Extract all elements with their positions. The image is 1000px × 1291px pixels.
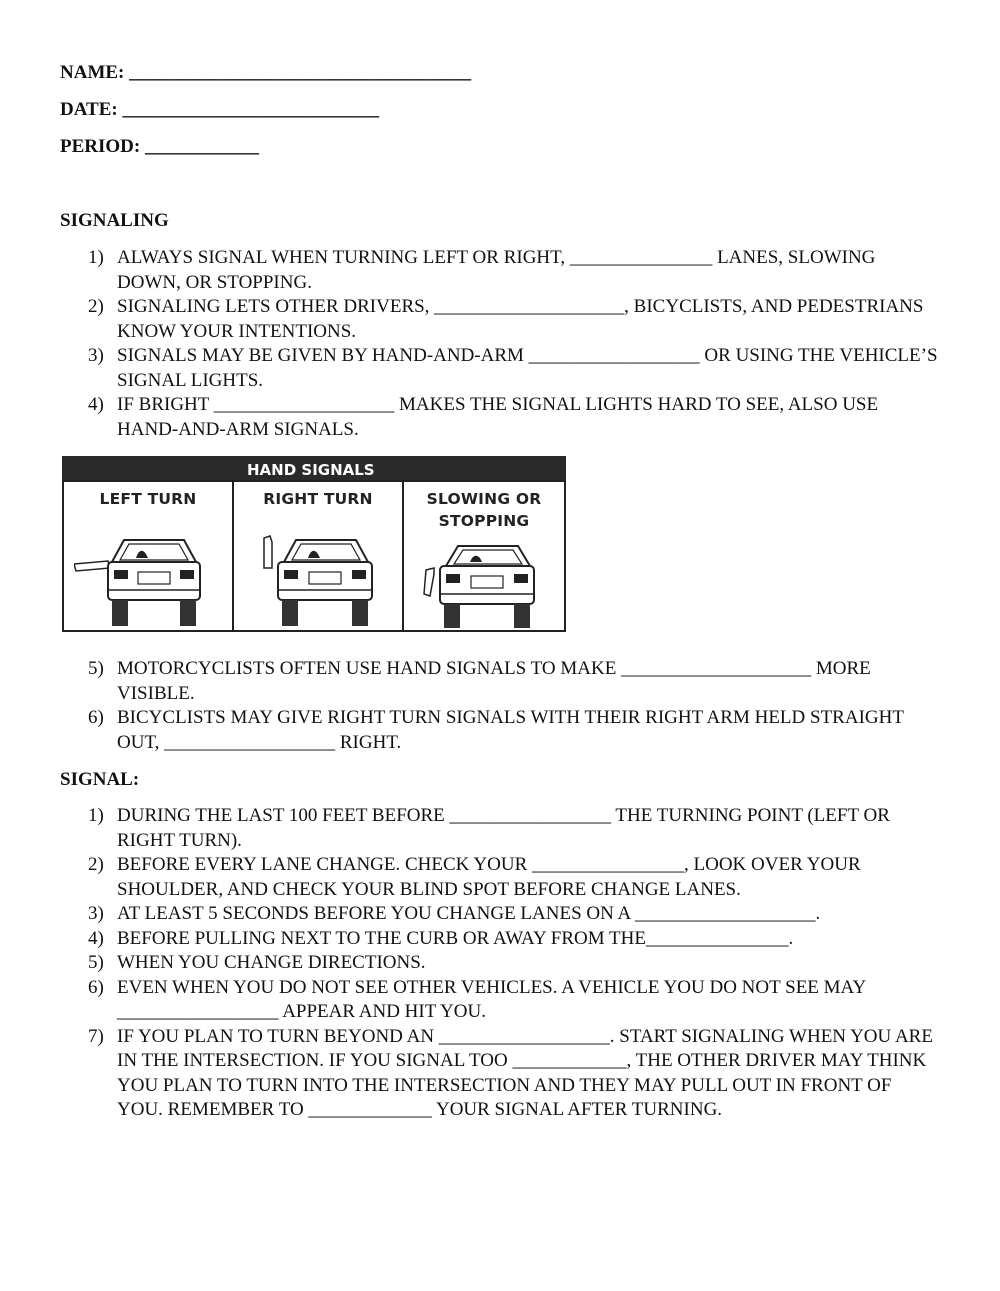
item-text: IF YOU PLAN TO TURN BEYOND AN __________________. START SIGNALING WHEN YOU ARE IN THE INTERSECTION. IF YOU SIGNAL TOO ____________, THE OTHER DRIVER MAY THINK YOU PLAN TO TURN INTO THE INTERSECTION AND THEY MAY PULL OUT IN FRONT OF YOU. REMEMBER TO _____________ YOUR SIGNAL AFTER TURNING. xyxy=(117,1025,933,1120)
signaling-list-part2 xyxy=(88,657,938,755)
item-text: WHEN YOU CHANGE DIRECTIONS. xyxy=(117,952,426,973)
list-item xyxy=(88,804,938,853)
item-text: AT LEAST 5 SECONDS BEFORE YOU CHANGE LANES ON A ___________________. xyxy=(117,903,821,924)
panel-label: RIGHT TURN xyxy=(263,490,373,508)
car-slowing-illustration xyxy=(416,544,556,634)
item-number: 1) xyxy=(88,247,104,268)
figure-title: HAND SIGNALS xyxy=(247,461,375,479)
signal-list xyxy=(88,804,938,1123)
item-text: SIGNALING LETS OTHER DRIVERS, ____________________, BICYCLISTS, AND PEDESTRIANS KNOW YOUR INTENTIONS. xyxy=(117,296,924,342)
item-text: MOTORCYCLISTS OFTEN USE HAND SIGNALS TO MAKE ____________________ MORE VISIBLE. xyxy=(117,658,871,704)
list-item xyxy=(88,976,938,1025)
panel-slowing-or-stopping xyxy=(402,480,566,632)
item-text: BICYCLISTS MAY GIVE RIGHT TURN SIGNALS WITH THEIR RIGHT ARM HELD STRAIGHT OUT, __________________ RIGHT. xyxy=(117,707,904,753)
item-number: 3) xyxy=(88,345,104,366)
item-number: 7) xyxy=(88,1025,104,1047)
item-text: SIGNALS MAY BE GIVEN BY HAND-AND-ARM __________________ OR USING THE VEHICLE’S SIGNAL LIGHTS. xyxy=(117,345,938,391)
hand-signals-figure xyxy=(62,456,566,634)
panel-left-turn xyxy=(62,480,234,632)
item-number: 1) xyxy=(88,805,104,826)
date-field[interactable]: DATE: ___________________________ xyxy=(60,99,379,120)
list-item xyxy=(88,706,938,755)
list-item xyxy=(88,902,938,927)
list-item xyxy=(88,853,938,902)
period-field[interactable]: PERIOD: ____________ xyxy=(60,136,259,157)
item-number: 5) xyxy=(88,952,104,973)
item-number: 3) xyxy=(88,903,104,924)
list-item xyxy=(88,927,938,952)
panel-label: LEFT TURN xyxy=(99,490,197,508)
list-item xyxy=(88,1025,938,1123)
section-title-signal: SIGNAL: xyxy=(60,769,140,790)
item-number: 6) xyxy=(88,976,104,998)
signaling-list-part1 xyxy=(88,246,938,442)
item-text: ALWAYS SIGNAL WHEN TURNING LEFT OR RIGHT, _______________ LANES, SLOWING DOWN, OR STOPPING. xyxy=(117,247,876,293)
section-title-signaling: SIGNALING xyxy=(60,210,169,231)
panel-right-turn xyxy=(232,480,404,632)
item-text: IF BRIGHT ___________________ MAKES THE SIGNAL LIGHTS HARD TO SEE, ALSO USE HAND-AND-ARM SIGNALS. xyxy=(117,394,879,440)
item-text: EVEN WHEN YOU DO NOT SEE OTHER VEHICLES. A VEHICLE YOU DO NOT SEE MAY _________________ APPEAR AND HIT YOU. xyxy=(117,976,866,1022)
name-field[interactable]: NAME: ____________________________________ xyxy=(60,62,472,83)
item-number: 6) xyxy=(88,707,104,728)
list-item xyxy=(88,393,938,442)
list-item xyxy=(88,295,938,344)
panel-label: SLOWING OR xyxy=(426,490,542,508)
item-text: DURING THE LAST 100 FEET BEFORE _________________ THE TURNING POINT (LEFT OR RIGHT TURN). xyxy=(117,805,890,851)
list-item xyxy=(88,344,938,393)
item-number: 4) xyxy=(88,927,104,949)
item-number: 4) xyxy=(88,394,104,415)
list-item xyxy=(88,657,938,706)
panel-label: STOPPING xyxy=(438,512,530,530)
item-text: BEFORE EVERY LANE CHANGE. CHECK YOUR ________________, LOOK OVER YOUR SHOULDER, AND CHECK YOUR BLIND SPOT BEFORE CHANGE LANES. xyxy=(117,854,861,900)
item-number: 5) xyxy=(88,658,104,679)
list-item xyxy=(88,246,938,295)
list-item xyxy=(88,951,938,976)
item-number: 2) xyxy=(88,854,104,875)
item-number: 2) xyxy=(88,296,104,317)
car-left-turn-illustration xyxy=(74,532,224,632)
item-text: BEFORE PULLING NEXT TO THE CURB OR AWAY FROM THE_______________. xyxy=(117,927,794,949)
car-right-turn-illustration xyxy=(254,532,394,632)
figure-title-bar xyxy=(62,456,566,480)
